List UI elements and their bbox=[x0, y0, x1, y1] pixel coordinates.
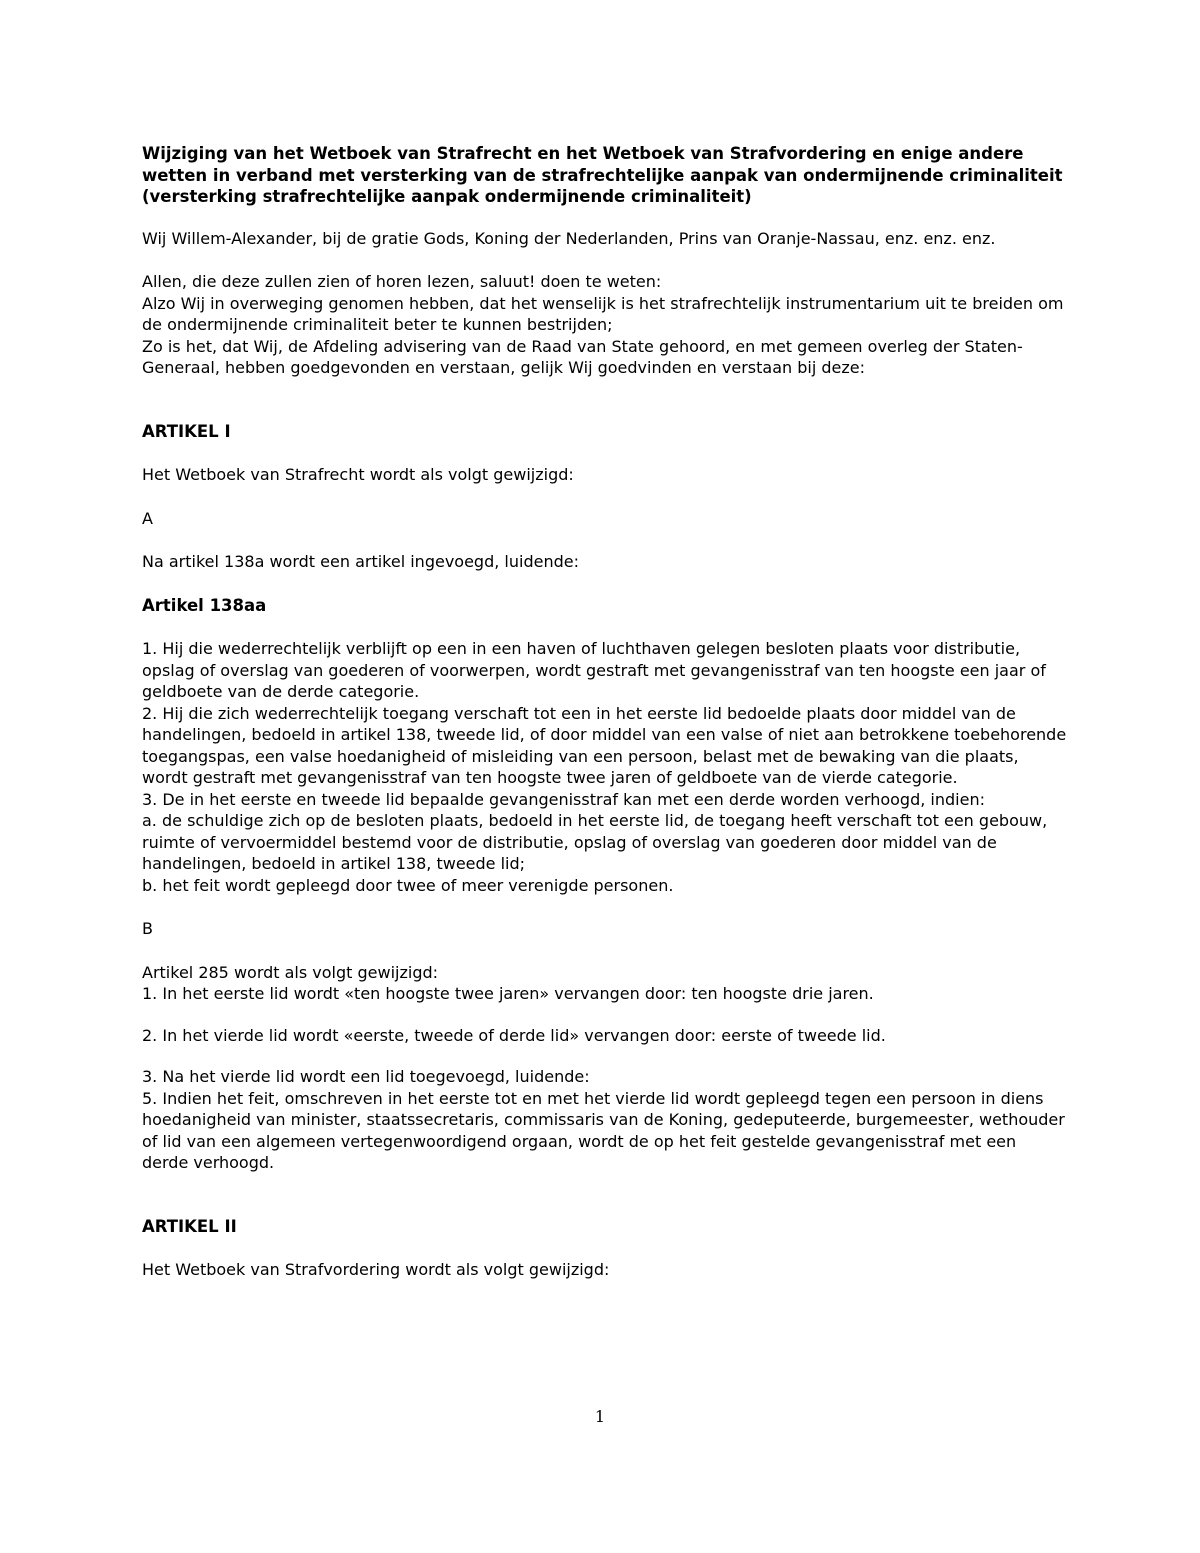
artikel-138aa-lid-2: 2. Hij die zich wederrechtelijk toegang verschaft tot een in het eerste lid bedoelde plaats door middel van de handelingen, bedoeld in artikel 138, tweede lid, of door middel van een valse of niet aan betrokkene toebehorende toegangspas, een valse hoedanigheid of misleiding van een persoon, belast met de bewaking van die plaats, wordt gestraft met gevangenisstraf van ten hoogste twee jaren of geldboete van de vierde categorie. bbox=[142, 703, 1067, 787]
preamble-greeting: Allen, die deze zullen zien of horen lezen, saluut! doen te weten: bbox=[142, 272, 662, 291]
artikel-138aa-lid-1: 1. Hij die wederrechtelijk verblijft op een in een haven of luchthaven gelegen besloten plaats voor distributie, opslag of overslag van goederen of voorwerpen, wordt gestraft met gevangenisstraf van ten hoogste een jaar of geldboete van de derde categorie. bbox=[142, 639, 1046, 701]
artikel-2-heading: ARTIKEL II bbox=[142, 1216, 237, 1236]
artikel-2-intro: Het Wetboek van Strafvordering wordt als volgt gewijzigd: bbox=[142, 1260, 610, 1279]
preamble-enactment: Zo is het, dat Wij, de Afdeling advisering van de Raad van State gehoord, en met gemeen overleg der Staten-Generaal, hebben goedgevonden en verstaan, gelijk Wij goedvinden en verstaan bij deze: bbox=[142, 336, 1023, 377]
artikel-1-heading: ARTIKEL I bbox=[142, 421, 231, 441]
artikel-138aa-lid-3b: b. het feit wordt gepleegd door twee of meer verenigde personen. bbox=[142, 875, 674, 895]
document-title: Wijziging van het Wetboek van Strafrecht en het Wetboek van Strafvordering en enige andere wetten in verband met versterking van de strafrechtelijke aanpak van ondermijnende criminaliteit (versterking strafrechtelijke aanpak ondermijnende criminaliteit) bbox=[142, 144, 1063, 206]
page-number: 1 bbox=[594, 1407, 606, 1426]
part-a-intro: Na artikel 138a wordt een artikel ingevoegd, luidende: bbox=[142, 552, 579, 571]
artikel-138aa-heading: Artikel 138aa bbox=[142, 595, 267, 615]
artikel-138aa-lid-3: 3. De in het eerste en tweede lid bepaalde gevangenisstraf kan met een derde worden verhoogd, indien: bbox=[142, 789, 985, 809]
artikel-138aa-lid-3a: a. de schuldige zich op de besloten plaats, bedoeld in het eerste lid, de toegang heeft verschaft tot een gebouw, ruimte of vervoermiddel bestemd voor de distributie, opslag of overslag van goederen door middel van de handelingen, bedoeld in artikel 138, tweede lid; bbox=[142, 811, 1048, 873]
artikel-1-intro: Het Wetboek van Strafrecht wordt als volgt gewijzigd: bbox=[142, 465, 574, 484]
part-b-item-2: 2. In het vierde lid wordt «eerste, tweede of derde lid» vervangen door: eerste of tweede lid. bbox=[142, 1025, 886, 1045]
part-b-item-5: 5. Indien het feit, omschreven in het eerste tot en met het vierde lid wordt gepleegd tegen een persoon in diens hoedanigheid van minister, staatssecretaris, commissaris van de Koning, gedeputeerde, burgemeester, wethouder of lid van een algemeen vertegenwoordigend orgaan, wordt de op het feit gestelde gevangenisstraf met een derde verhoogd. bbox=[142, 1088, 1065, 1172]
preamble-considering: Alzo Wij in overweging genomen hebben, dat het wenselijk is het strafrechtelijk instrumentarium uit te breiden om de ondermijnende criminaliteit beter te kunnen bestrijden; bbox=[142, 293, 1064, 334]
part-b-intro: Artikel 285 wordt als volgt gewijzigd: bbox=[142, 962, 439, 982]
part-a-letter: A bbox=[142, 508, 153, 528]
document-page bbox=[142, 143, 1067, 1281]
part-b-letter: B bbox=[142, 919, 153, 938]
part-b-item-1: 1. In het eerste lid wordt «ten hoogste twee jaren» vervangen door: ten hoogste drie jaren. bbox=[142, 984, 874, 1003]
part-b-item-3: 3. Na het vierde lid wordt een lid toegevoegd, luidende: bbox=[142, 1067, 590, 1086]
preamble-king: Wij Willem-Alexander, bij de gratie Gods, Koning der Nederlanden, Prins van Oranje-Nassau, enz. enz. enz. bbox=[142, 228, 996, 248]
